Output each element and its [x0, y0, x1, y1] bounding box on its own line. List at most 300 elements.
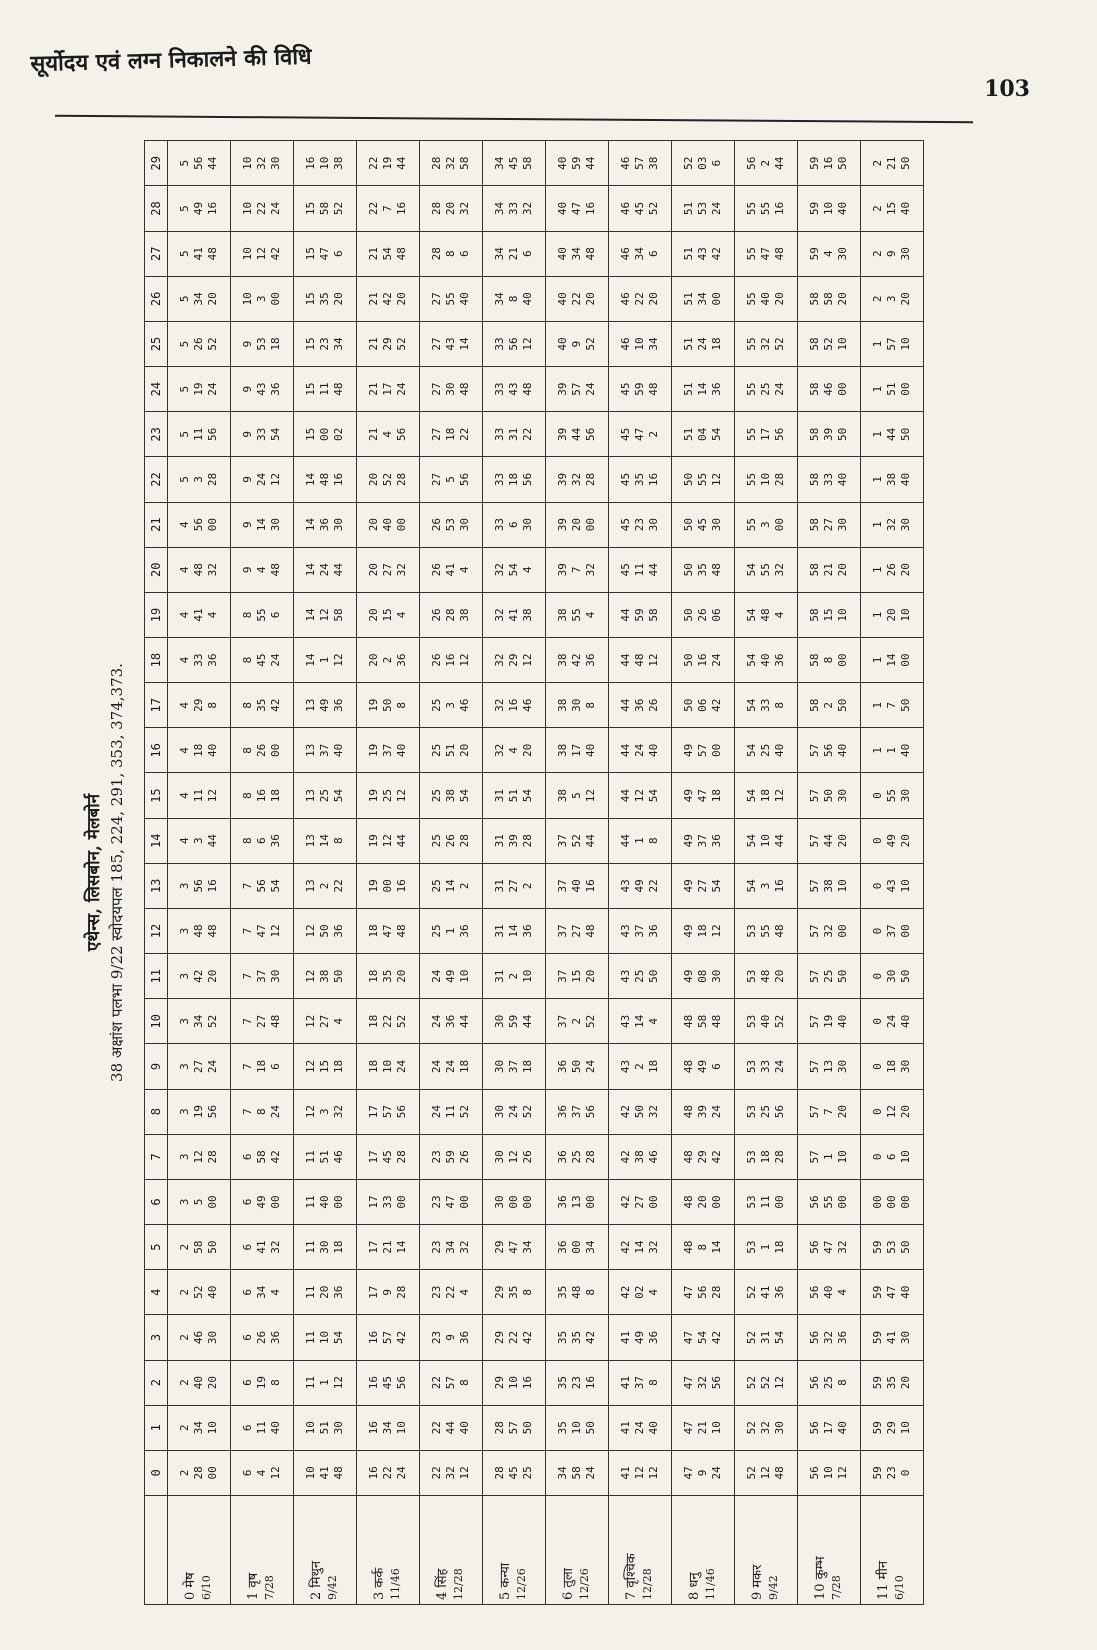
sign-name: 11 मीन	[876, 1560, 891, 1600]
table-cell	[798, 186, 861, 231]
cell-value: 20	[395, 969, 408, 983]
cell-value: 12	[304, 1059, 317, 1074]
cell-value: 11	[304, 1285, 317, 1299]
cell-value: 25	[759, 1105, 772, 1119]
cell-value: 3	[178, 1198, 191, 1206]
cell-value: 2	[633, 1063, 646, 1070]
table-cell	[168, 638, 231, 683]
cell-value: 55	[745, 292, 758, 306]
cell-value: 19	[367, 834, 380, 848]
table-cell	[861, 638, 924, 683]
cell-value: 30	[332, 518, 345, 532]
cell-value: 58	[808, 698, 821, 712]
cell-value: 22	[647, 879, 660, 893]
cell-value: 49	[682, 788, 695, 803]
cell-value: 8	[444, 250, 457, 258]
cell-value: 29	[192, 698, 205, 712]
cell-value: 48	[773, 1466, 786, 1480]
table-cell	[609, 1360, 672, 1405]
cell-value: 00	[710, 743, 723, 758]
cell-value: 48	[682, 1195, 695, 1209]
cell-value: 59	[871, 1285, 884, 1299]
table-cell	[798, 231, 861, 276]
table-cell	[420, 999, 483, 1044]
table-cell	[168, 547, 231, 592]
cell-value: 40	[332, 743, 345, 758]
cell-value: 45	[633, 201, 646, 216]
cell-value: 36	[269, 1330, 282, 1345]
table-cell	[294, 908, 357, 953]
cell-value: 11	[255, 1421, 268, 1435]
cell-value: 18	[507, 472, 520, 487]
table-cell	[168, 1179, 231, 1224]
table-cell	[546, 321, 609, 366]
cell-value: 47	[822, 1240, 835, 1254]
cell-value: 49	[682, 743, 695, 758]
sign-name: 7 वृश्चिक	[624, 1553, 639, 1600]
cell-value: 48	[584, 924, 597, 938]
cell-value: 36	[269, 834, 282, 848]
table-cell	[735, 1225, 798, 1270]
cell-value: 55	[696, 472, 709, 487]
table-cell	[294, 547, 357, 592]
cell-value: 16	[255, 788, 268, 803]
cell-value: 0	[871, 927, 884, 935]
cell-value: 2	[318, 882, 331, 890]
cell-value: 45	[507, 1466, 520, 1480]
table-cell	[231, 954, 294, 999]
sign-name: 2 मिथुन	[309, 1560, 324, 1600]
cell-value: 1	[871, 476, 884, 483]
cell-value: 54	[269, 879, 282, 893]
table-cell	[420, 638, 483, 683]
cell-value: 36	[556, 1150, 569, 1164]
cell-value: 5	[178, 476, 191, 483]
table-cell	[231, 1225, 294, 1270]
cell-value: 6	[332, 250, 345, 258]
table-cell	[420, 141, 483, 186]
cell-value: 40	[521, 292, 534, 306]
cell-value: 35	[556, 1375, 569, 1390]
cell-value: 27	[430, 337, 443, 351]
table-cell	[735, 863, 798, 908]
table-cell	[231, 231, 294, 276]
cell-value: 36	[521, 924, 534, 938]
cell-value: 20	[899, 1375, 912, 1390]
cell-value: 20	[899, 834, 912, 848]
degree-column-header: 4	[145, 1270, 168, 1315]
cell-value: 30	[269, 518, 282, 532]
cell-value: 51	[444, 743, 457, 758]
sign-label	[735, 1496, 798, 1605]
cell-value: 36	[556, 1105, 569, 1119]
cell-value: 11	[633, 563, 646, 577]
cell-value: 36	[633, 698, 646, 712]
cell-value: 06	[710, 608, 723, 622]
cell-value: 13	[570, 1195, 583, 1209]
cell-value: 18	[521, 1059, 534, 1074]
table-cell	[294, 367, 357, 412]
cell-value: 4	[836, 1288, 849, 1296]
cell-value: 1	[318, 656, 331, 664]
table-cell	[357, 1450, 420, 1495]
cell-value: 5	[192, 1198, 205, 1206]
cell-value: 30	[836, 518, 849, 532]
cell-value: 34	[255, 1285, 268, 1299]
cell-value: 40	[899, 1014, 912, 1028]
cell-value: 46	[192, 1330, 205, 1345]
cell-value: 44	[584, 156, 597, 170]
cell-value: 38	[556, 698, 569, 712]
cell-value: 14	[633, 1014, 646, 1028]
cell-value: 31	[493, 788, 506, 803]
table-cell	[609, 999, 672, 1044]
cell-value: 58	[808, 472, 821, 487]
cell-value: 18	[696, 924, 709, 938]
table-cell	[609, 863, 672, 908]
table-cell	[294, 863, 357, 908]
cell-value: 1	[871, 747, 884, 754]
cell-value: 26	[521, 1150, 534, 1164]
cell-value: 26	[430, 518, 443, 532]
cell-value: 2	[381, 656, 394, 664]
cell-value: 5	[178, 340, 191, 348]
cell-value: 34	[444, 1240, 457, 1254]
table-cell	[294, 1134, 357, 1179]
cell-value: 18	[885, 1059, 898, 1074]
table-cell	[483, 367, 546, 412]
cell-value: 25	[381, 788, 394, 803]
cell-value: 44	[619, 834, 632, 848]
cell-value: 30	[885, 969, 898, 983]
cell-value: 34	[381, 1421, 394, 1435]
table-cell	[609, 186, 672, 231]
cell-value: 53	[444, 518, 457, 532]
table-cell	[861, 186, 924, 231]
table-cell	[357, 231, 420, 276]
cell-value: 31	[507, 427, 520, 441]
table-cell	[546, 1405, 609, 1450]
table-row	[735, 141, 798, 1605]
cell-value: 3	[885, 295, 898, 303]
sign-increment: 11/46	[704, 1568, 717, 1600]
cell-value: 40	[556, 292, 569, 306]
cell-value: 35	[255, 698, 268, 712]
cell-value: 10	[899, 1150, 912, 1164]
cell-value: 25	[570, 1150, 583, 1164]
cell-value: 52	[395, 1014, 408, 1028]
cell-value: 33	[493, 382, 506, 396]
cell-value: 14	[304, 518, 317, 532]
cell-value: 38	[647, 156, 660, 170]
table-cell	[861, 954, 924, 999]
cell-value: 34	[570, 247, 583, 261]
table-cell	[861, 683, 924, 728]
table-cell	[420, 457, 483, 502]
cell-value: 47	[759, 247, 772, 261]
cell-value: 41	[619, 1375, 632, 1390]
table-cell	[672, 683, 735, 728]
cell-value: 18	[269, 337, 282, 351]
cell-value: 21	[822, 563, 835, 577]
table-cell	[294, 276, 357, 321]
cell-value: 3	[178, 1018, 191, 1025]
sign-label	[483, 1496, 546, 1605]
table-cell	[357, 1044, 420, 1089]
cell-value: 41	[255, 1240, 268, 1254]
table-cell	[861, 412, 924, 457]
cell-value: 37	[570, 1105, 583, 1119]
degree-column-header: 23	[145, 412, 168, 457]
cell-value: 40	[822, 1285, 835, 1299]
cell-value: 36	[206, 653, 219, 667]
table-cell	[672, 457, 735, 502]
table-cell	[546, 231, 609, 276]
cell-value: 24	[444, 1059, 457, 1074]
cell-value: 00	[647, 1195, 660, 1209]
cell-value: 32	[773, 563, 786, 577]
table-cell	[420, 818, 483, 863]
degree-column-header: 0	[145, 1450, 168, 1495]
cell-value: 56	[395, 1105, 408, 1119]
cell-value: 32	[332, 1105, 345, 1119]
cell-value: 45	[619, 518, 632, 532]
cell-value: 2	[178, 1243, 191, 1251]
cell-value: 56	[395, 1375, 408, 1390]
cell-value: 50	[570, 1059, 583, 1074]
cell-value: 24	[710, 1466, 723, 1480]
cell-value: 50	[318, 924, 331, 938]
table-cell	[357, 592, 420, 637]
cell-value: 06	[696, 698, 709, 712]
cell-value: 00	[584, 518, 597, 532]
table-cell	[420, 276, 483, 321]
cell-value: 19	[367, 743, 380, 758]
cell-value: 10	[836, 1150, 849, 1164]
table-cell	[798, 592, 861, 637]
table-cell	[420, 1044, 483, 1089]
cell-value: 46	[619, 292, 632, 306]
cell-value: 29	[493, 1375, 506, 1390]
cell-value: 47	[682, 1466, 695, 1480]
table-cell	[483, 999, 546, 1044]
cell-value: 50	[206, 1240, 219, 1254]
cell-value: 22	[332, 879, 345, 893]
cell-value: 9	[241, 431, 254, 438]
cell-value: 16	[584, 879, 597, 893]
table-cell	[483, 276, 546, 321]
table-cell	[231, 367, 294, 412]
degree-column-header: 27	[145, 231, 168, 276]
cell-value: 56	[808, 1285, 821, 1299]
table-cell	[672, 1405, 735, 1450]
cell-value: 12	[269, 1466, 282, 1480]
table-cell	[483, 638, 546, 683]
cell-value: 20	[773, 292, 786, 306]
degree-column-header: 3	[145, 1315, 168, 1360]
cell-value: 16	[206, 201, 219, 216]
cell-value: 7	[241, 1063, 254, 1070]
cell-value: 57	[808, 879, 821, 893]
cell-value: 12	[269, 924, 282, 938]
cell-value: 27	[822, 518, 835, 532]
table-cell	[357, 908, 420, 953]
cell-value: 43	[444, 337, 457, 351]
cell-value: 40	[759, 292, 772, 306]
cell-value: 5	[178, 250, 191, 258]
cell-value: 58	[696, 1014, 709, 1028]
cell-value: 16	[773, 879, 786, 893]
cell-value: 24	[710, 1105, 723, 1119]
cell-value: 3	[759, 521, 772, 528]
cell-value: 40	[836, 1014, 849, 1028]
cell-value: 00	[899, 924, 912, 938]
cell-value: 22	[521, 427, 534, 441]
cell-value: 0	[871, 792, 884, 799]
cell-value: 00	[318, 427, 331, 441]
table-cell	[231, 818, 294, 863]
cell-value: 10	[395, 1421, 408, 1435]
cell-value: 20	[318, 1285, 331, 1299]
cell-value: 00	[332, 1195, 345, 1209]
table-cell	[609, 412, 672, 457]
cell-value: 10	[633, 337, 646, 351]
table-cell	[798, 1450, 861, 1495]
cell-value: 28	[458, 834, 471, 848]
table-cell	[420, 592, 483, 637]
cell-value: 36	[647, 1330, 660, 1345]
cell-value: 4	[395, 611, 408, 619]
cell-value: 32	[759, 1421, 772, 1435]
cell-value: 3	[178, 882, 191, 890]
cell-value: 8	[269, 1379, 282, 1386]
cell-value: 8	[584, 701, 597, 709]
cell-value: 20	[367, 518, 380, 532]
table-cell	[357, 954, 420, 999]
table-cell	[861, 1044, 924, 1089]
cell-value: 6	[885, 1153, 898, 1161]
cell-value: 54	[521, 788, 534, 803]
cell-value: 52	[192, 1285, 205, 1299]
table-cell	[798, 276, 861, 321]
cell-value: 48	[206, 247, 219, 261]
table-cell	[546, 1179, 609, 1224]
cell-value: 40	[381, 518, 394, 532]
cell-value: 8	[647, 1379, 660, 1386]
table-cell	[483, 1270, 546, 1315]
table-cell	[609, 1270, 672, 1315]
cell-value: 17	[367, 1195, 380, 1209]
cell-value: 40	[269, 1421, 282, 1435]
table-cell	[294, 683, 357, 728]
sign-increment: 7/28	[830, 1575, 843, 1600]
cell-value: 15	[304, 247, 317, 261]
cell-value: 24	[430, 1105, 443, 1119]
cell-value: 16	[367, 1421, 380, 1435]
table-cell	[294, 321, 357, 366]
table-cell	[231, 1044, 294, 1089]
cell-value: 12	[633, 1466, 646, 1480]
cell-value: 6	[241, 1153, 254, 1161]
cell-value: 28	[584, 1150, 597, 1164]
table-cell	[168, 1270, 231, 1315]
cell-value: 46	[619, 247, 632, 261]
cell-value: 42	[584, 1330, 597, 1345]
cell-value: 47	[885, 1285, 898, 1299]
cell-value: 4	[178, 566, 191, 574]
cell-value: 00	[507, 1195, 520, 1209]
cell-value: 28	[493, 1466, 506, 1480]
cell-value: 20	[367, 608, 380, 622]
cell-value: 24	[584, 382, 597, 396]
cell-value: 10	[822, 201, 835, 216]
table-cell	[231, 321, 294, 366]
table-cell	[420, 1089, 483, 1134]
sign-label	[231, 1496, 294, 1605]
cell-value: 25	[430, 743, 443, 758]
cell-value: 10	[899, 337, 912, 351]
cell-value: 28	[773, 472, 786, 487]
cell-value: 38	[521, 608, 534, 622]
table-cell	[294, 141, 357, 186]
table-cell	[798, 728, 861, 773]
cell-value: 30	[710, 969, 723, 983]
table-cell	[861, 1089, 924, 1134]
cell-value: 4	[458, 1288, 471, 1296]
cell-value: 24	[710, 653, 723, 667]
table-cell	[483, 141, 546, 186]
table-row	[483, 141, 546, 1605]
cell-value: 5	[178, 431, 191, 438]
cell-value: 00	[885, 1195, 898, 1209]
cell-value: 58	[192, 1240, 205, 1254]
cell-value: 32	[493, 563, 506, 577]
cell-value: 7	[822, 1108, 835, 1115]
cell-value: 33	[493, 427, 506, 441]
cell-value: 41	[885, 1330, 898, 1345]
table-cell	[546, 1134, 609, 1179]
cell-value: 00	[899, 382, 912, 396]
cell-value: 57	[808, 1150, 821, 1164]
cell-value: 5	[178, 205, 191, 212]
cell-value: 27	[507, 879, 520, 893]
table-cell	[735, 457, 798, 502]
cell-value: 32	[570, 472, 583, 487]
cell-value: 12	[395, 788, 408, 803]
cell-value: 00	[584, 1195, 597, 1209]
table-cell	[672, 231, 735, 276]
cell-value: 14	[318, 834, 331, 848]
cell-value: 35	[556, 1285, 569, 1299]
cell-value: 33	[759, 1059, 772, 1074]
table-cell	[546, 592, 609, 637]
cell-value: 38	[556, 743, 569, 758]
cell-value: 12	[458, 653, 471, 667]
cell-value: 36	[269, 382, 282, 396]
cell-value: 24	[633, 743, 646, 758]
cell-value: 8	[206, 701, 219, 709]
cell-value: 20	[696, 1195, 709, 1209]
cell-value: 52	[745, 1421, 758, 1435]
cell-value: 4	[178, 837, 191, 845]
cell-value: 11	[304, 1240, 317, 1254]
table-cell	[168, 908, 231, 953]
table-cell	[483, 1225, 546, 1270]
cell-value: 30	[647, 518, 660, 532]
table-cell	[168, 367, 231, 412]
cell-value: 2	[178, 1379, 191, 1386]
cell-value: 12	[647, 1466, 660, 1480]
